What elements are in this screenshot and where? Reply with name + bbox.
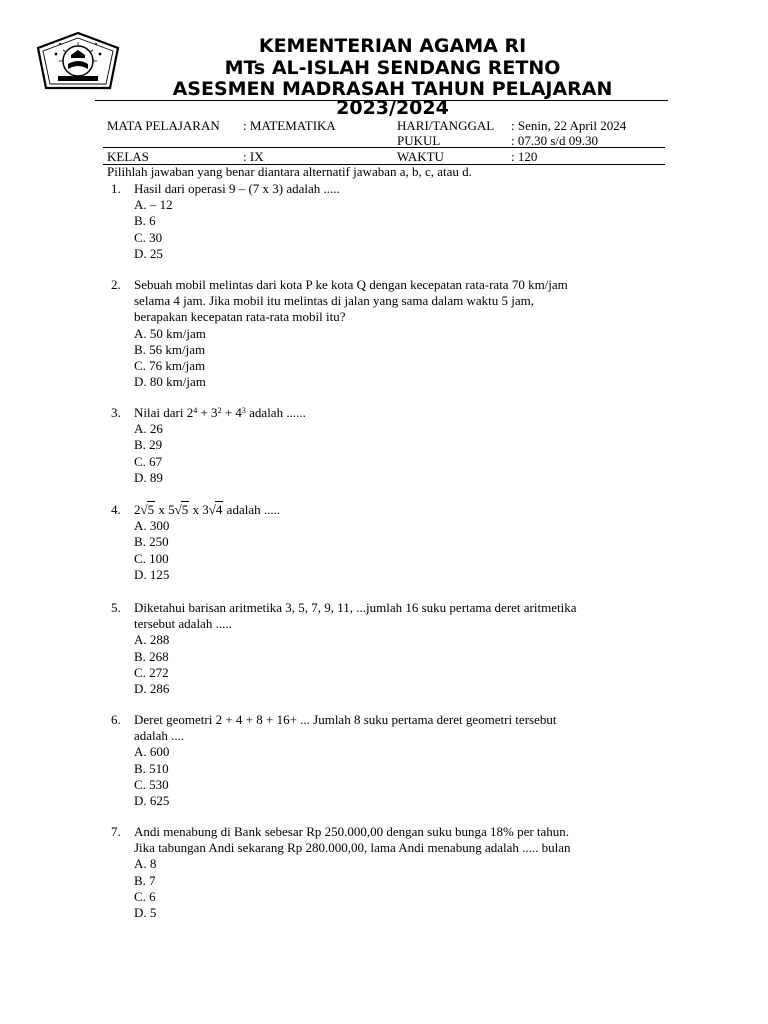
option-b: B. 510 [134, 760, 169, 776]
option-c: C. 76 km/jam [134, 358, 206, 374]
question-text-line: Andi menabung di Bank sebesar Rp 250.000,00 dengan suku bunga 18% per tahun. [134, 824, 570, 839]
header-year: 2023/2024 [336, 97, 449, 119]
option-b: B. 250 [134, 534, 169, 550]
question-text: 2√5 x 5√5 x 3√4 adalah ..... [134, 502, 281, 517]
question-text-line: adalah .... [134, 728, 185, 744]
option-c: C. 67 [134, 453, 163, 469]
option-c: C. 6 [134, 888, 156, 904]
question-4 [107, 502, 667, 583]
time-value: : 07.30 s/d 09.30 [511, 133, 599, 148]
option-d: D. 80 km/jam [134, 374, 206, 390]
option-a: A. 300 [134, 518, 170, 534]
question-2 [107, 277, 667, 390]
option-a: A. 26 [134, 421, 163, 437]
duration-label: WAKTU [397, 149, 444, 164]
option-b: B. 7 [134, 872, 156, 888]
option-d: D. 5 [134, 905, 157, 921]
header-ministry: KEMENTERIAN AGAMA RI [258, 35, 527, 57]
option-c: C. 100 [134, 550, 169, 566]
option-b: B. 29 [134, 437, 163, 453]
instruction: Pilihlah jawaban yang benar diantara alternatif jawaban a, b, c, atau d. [107, 164, 472, 179]
question-number: 7. [111, 824, 121, 839]
question-text-line: Diketahui barisan aritmetika 3, 5, 7, 9, 11, ...jumlah 16 suku pertama deret aritmetika [134, 600, 577, 615]
question-number: 6. [111, 712, 121, 727]
option-d: D. 89 [134, 469, 163, 485]
question-text-line: berapakan kecepatan rata-rata mobil itu? [134, 309, 346, 325]
option-b: B. 56 km/jam [134, 341, 206, 357]
subject-label: MATA PELAJARAN [107, 118, 220, 133]
option-b: B. 268 [134, 648, 169, 664]
option-b: B. 6 [134, 213, 156, 229]
option-a: A. 288 [134, 632, 170, 648]
header-school: MTs AL-ISLAH SENDANG RETNO [224, 57, 561, 79]
kemenag-logo [30, 30, 126, 96]
option-c: C. 272 [134, 664, 169, 680]
question-text-line: tersebut adalah ..... [134, 616, 232, 632]
option-a: A. 8 [134, 856, 157, 872]
sqrt-symbol: √5 [140, 502, 155, 517]
question-7 [107, 824, 667, 921]
question-5 [107, 600, 667, 697]
question-6 [107, 712, 667, 809]
sqrt-symbol: √5 [174, 502, 189, 517]
option-c: C. 30 [134, 229, 163, 245]
time-label: PUKUL [397, 133, 441, 148]
question-text-line: Sebuah mobil melintas dari kota P ke kota Q dengan kecepatan rata-rata 70 km/jam [134, 277, 568, 292]
option-d: D. 625 [134, 793, 170, 809]
question-number: 2. [111, 277, 121, 292]
option-a: A. – 12 [134, 197, 173, 213]
question-text: Hasil dari operasi 9 – (7 x 3) adalah ..... [134, 181, 340, 196]
question-number: 1. [111, 181, 121, 196]
day-value: : Senin, 22 April 2024 [511, 118, 627, 133]
option-d: D. 25 [134, 245, 163, 261]
question-text-line: Deret geometri 2 + 4 + 8 + 16+ ... Jumlah 8 suku pertama deret geometri tersebut [134, 712, 557, 727]
option-d: D. 125 [134, 566, 170, 582]
question-text: Nilai dari $2^4 + 3^2 + 4^3$ adalah ...... [134, 405, 306, 420]
class-label: KELAS [107, 149, 149, 164]
subject-value: : MATEMATIKA [243, 118, 336, 133]
header-exam: ASESMEN MADRASAH TAHUN PELAJARAN [172, 78, 613, 100]
info-divider-top [103, 147, 665, 148]
option-d: D. 286 [134, 681, 170, 697]
question-text-line: Jika tabungan Andi sekarang Rp 280.000,00, lama Andi menabung adalah ..... bulan [134, 840, 571, 856]
question-number: 3. [111, 405, 121, 420]
question-1 [107, 181, 667, 262]
duration-value: : 120 [511, 149, 538, 164]
day-label: HARI/TANGGAL [397, 118, 495, 133]
option-c: C. 530 [134, 776, 169, 792]
class-value: : IX [243, 149, 264, 164]
question-number: 5. [111, 600, 121, 615]
question-text-line: selama 4 jam. Jika mobil itu melintas di jalan yang sama dalam waktu 5 jam, [134, 293, 535, 309]
option-a: A. 50 km/jam [134, 325, 206, 341]
question-3 [107, 405, 667, 486]
option-a: A. 600 [134, 744, 170, 760]
sqrt-symbol: √4 [208, 502, 223, 517]
question-number: 4. [111, 502, 121, 517]
